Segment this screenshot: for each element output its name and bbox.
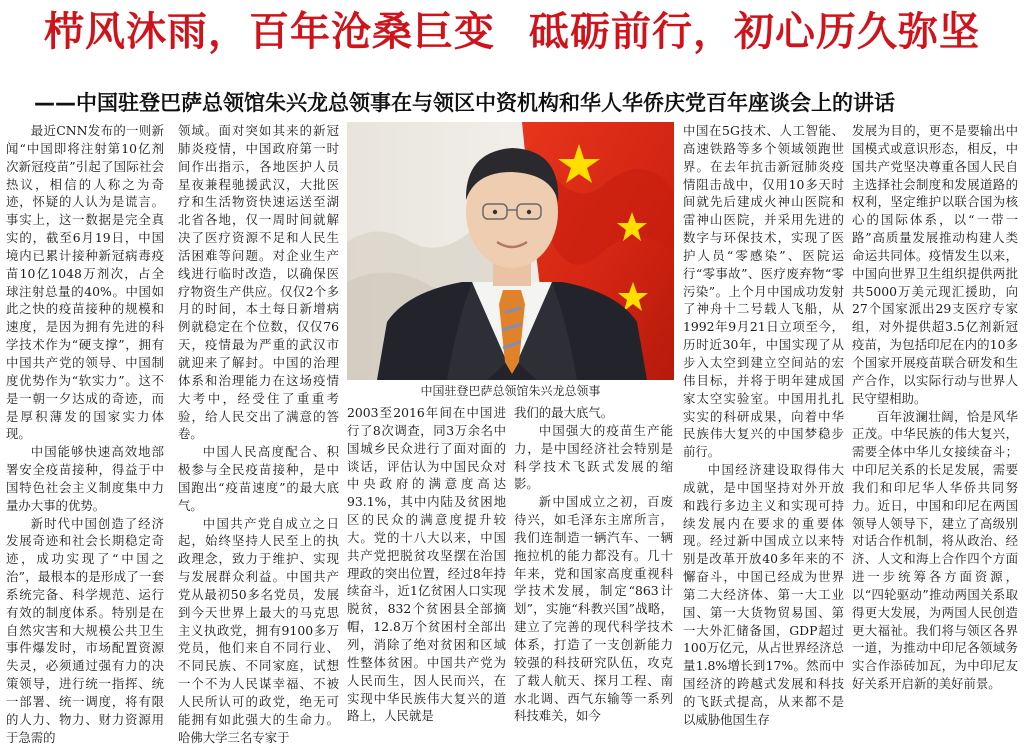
article-column-3 [347, 404, 506, 724]
article-column-5 [683, 122, 844, 727]
paragraph: 中国强大的疫苗生产能力，是中国经济社会特别是科学技术飞跃式发展的缩影。 [514, 422, 673, 492]
paragraph: 发展为目的，更不是要输出中国模式或意识形态，相反，中国共产党坚决尊重各国人民自主选择社会制度和发展道路的权利，坚定维护以联合国为核心的国际体系，以“一带一路”高质量发展推动构建人类命运共同体。疫情发生以来，中国向世界卫生组织提供两批共5000万美元现汇援助，向27个国家派出29支医疗专家组，对外提供超3.5亿剂新冠疫苗，为包括印尼在内的10多个国家开展疫苗联合研发和生产合作，以实际行动与世界人民守望相助。 [852, 123, 1018, 406]
paragraph: 新中国成立之初，百废待兴，如毛泽东主席所言，我们连制造一辆汽车、一辆拖拉机的能力都没有。几十年来，党和国家高度重视科学技术发展，制定“863计划”，实施“科教兴国”战略，建立了完善的现代科学技术体系，打造了一支创新能力较强的科技研究队伍，攻克了载人航天、探月工程、南水北调、西气东输等一系列科技难关，如今 [514, 494, 673, 724]
headline [0, 6, 1024, 58]
paragraph: 中国人民高度配合、积极参与全民疫苗接种，是中国跑出“疫苗速度”的最大底气。 [178, 444, 339, 513]
headline-part2: 砥砺前行，初心历久弥坚 [529, 9, 980, 55]
portrait-illustration [347, 122, 674, 380]
paragraph: 中国能够快速高效地部署安全疫苗接种，得益于中国特色社会主义制度集中力量办大事的优势。 [6, 444, 164, 513]
article-column-1 [6, 122, 164, 745]
photo-caption: 中国驻登巴萨总领馆朱兴龙总领事 [420, 384, 601, 398]
paragraph: 中国共产党自成立之日起，始终坚持人民至上的执政理念，致力于维护、实现与发展群众利益。中国共产党从最初50多名党员，发展到今天世界上最大的马克思主义执政党，拥有9100多万党员，他们来自不同行业、不同民族、不同家庭，试想一个不为人民谋幸福、不被人民所认可的政党，绝无可能拥有如此强大的生命力。哈佛大学三名专家于 [178, 515, 339, 745]
paragraph: 中国经济建设取得伟大成就，是中国坚持对外开放和践行多边主义和实现可持续发展内在要求的重要体现。经过新中国成立以来特别是改革开放40多年来的不懈奋斗，中国已经成为世界第二大经济体、第一大工业国、第一大货物贸易国、第一大外汇储备国，GDP超过100万亿元，从占世界经济总量1.8%增长到17%。然而中国经济的跨越式发展和科技的飞跃式提高，从来都不是以威胁他国生存 [683, 462, 844, 727]
paragraph: 2003至2016年间在中国进行了8次调查，同3万余名中国城乡民众进行了面对面的谈话，评估认为中国民众对中央政府的满意度高达93.1%，其中内陆及贫困地区的民众的满意度提升较大。党的十八大以来，中国共产党把脱贫攻坚摆在治国理政的突出位置，经过8年持续奋斗，近1亿贫困人口实现脱贫，832个贫困县全部摘帽，12.8万个贫困村全部出列，消除了绝对贫困和区域性整体贫困。中国共产党为人民而生，因人民而兴，在实现中华民族伟大复兴的道路上，人民就是 [347, 405, 506, 724]
headline-part1: 栉风沐雨，百年沧桑巨变 [44, 9, 495, 55]
paragraph: 最近CNN发布的一则新闻“中国即将注射第10亿剂次新冠疫苗”引起了国际社会热议，相信的人称之为奇迹，怀疑的人认为是谎言。事实上，这一数据是完全真实的，截至6月19日，中国境内已累计接种新冠病毒疫苗10亿1048万剂次，占全球注射总量的40%。中国如此之快的疫苗接种的规模和速度，是因为拥有先进的科学技术作为“硬支撑”，拥有中国共产党的领导、中国制度优势作为“软实力”。这不是一朝一夕达成的奇迹，而是厚积薄发的国家实力体现。 [6, 123, 164, 442]
paragraph: 新时代中国创造了经济发展奇迹和社会长期稳定奇迹，成功实现了“中国之治”，最根本的是形成了一套系统完备、科学规范、运行有效的制度体系。特别是在自然灾害和大规模公共卫生事件爆发时，市场配置资源失灵，必须通过强有力的决策领导，进行统一指挥、统一部署、统一调度，将有限的人力、物力、财力资源用于急需的 [6, 515, 164, 745]
article-column-4 [514, 404, 673, 724]
paragraph: 我们的最大底气。 [514, 405, 614, 420]
paragraph: 中国在5G技术、人工智能、高速铁路等多个领域领跑世界。在去年抗击新冠肺炎疫情阻击战中，仅用10多天时间就先后建成火神山医院和雷神山医院，并采用先进的数字与环保技术，实现了医护人员“零感染”、医院运行“零事故”、医疗废弃物“零污染”。上个月中国成功发射了神舟十二号载人飞船，从1992年9月21日立项至今，历时近30年，中国实现了从步入太空到建立空间站的宏伟目标，并将于明年建成国家太空实验室。中国用扎扎实实的科研成果，向着中华民族伟大复兴的中国梦稳步前行。 [683, 123, 844, 460]
paragraph: 百年波澜壮阔，恰是风华正茂。中华民族的伟大复兴，需要全体中华儿女接续奋斗；中印尼关系的长足发展，需要我们和印尼华人华侨共同努力。近日，中国和印尼在两国领导人领导下，建立了高级别对话合作机制，将从政治、经济、人文和海上合作四个方面进一步统筹各方面资源，以“四轮驱动”推动两国关系取得更大发展，为两国人民创造更大福祉。我们将与领区各界一道，为推动中印尼各领域务实合作添砖加瓦，为中印尼友好关系开启新的美好前景。 [852, 408, 1018, 692]
consul-general-photo [347, 122, 674, 380]
subheadline: ——中国驻登巴萨总领馆朱兴龙总领事在与领区中资机构和华人华侨庆党百年座谈会上的讲话 [34, 91, 895, 115]
article-column-2 [178, 122, 339, 745]
article-column-6 [852, 122, 1018, 708]
paragraph: 领域。面对突如其来的新冠肺炎疫情，中国政府第一时间作出指示，各地医护人员星夜兼程驰援武汉，大批医疗和生活物资快速运送至湖北省各地，仅一周时间就解决了医疗资源不足和人民生活困难等问题。对企业生产线进行临时改造，以确保医疗物资生产供应。仅仅2个多月的时间，本土每日新增病例就稳定在个位数，仅仅76天，疫情最为严重的武汉市就迎来了解封。中国的治理体系和治理能力在这场疫情大考中，经受住了重重考验，给人民交出了满意的答卷。 [178, 123, 339, 442]
